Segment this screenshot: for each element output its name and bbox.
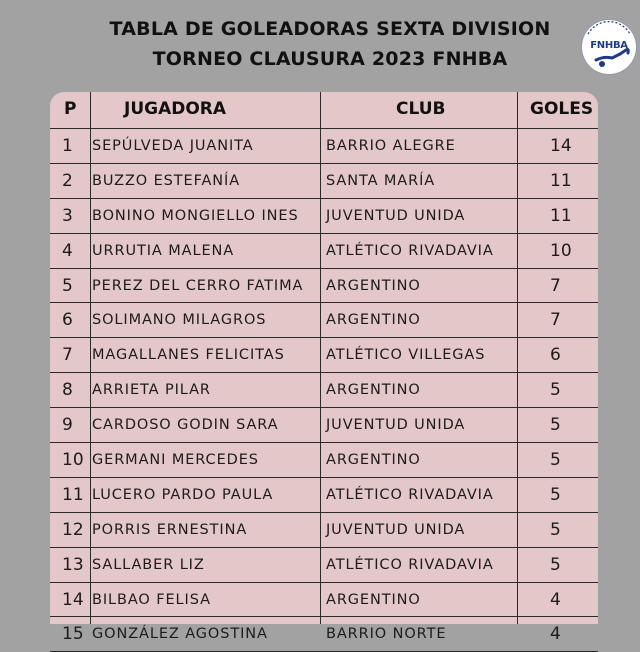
row-position: 6: [62, 310, 73, 331]
table-row: [50, 373, 598, 408]
row-club: BARRIO NORTE: [326, 626, 447, 643]
row-position: 15: [62, 624, 84, 645]
table-row: [50, 234, 598, 269]
row-goals: 11: [550, 170, 572, 191]
table-row: [50, 128, 598, 164]
row-club: ARGENTINO: [326, 452, 421, 469]
row-club: SANTA MARÍA: [326, 172, 436, 189]
row-position: 1: [62, 136, 73, 156]
row-club: ATLÉTICO VILLEGAS: [326, 347, 486, 364]
row-goals: 10: [550, 240, 572, 261]
row-player: CARDOSO GODIN SARA: [92, 417, 279, 434]
table-row: [50, 583, 598, 618]
page-title: TABLA DE GOLEADORAS SEXTA DIVISION: [109, 18, 551, 40]
table-row: [50, 408, 598, 443]
row-player: BONINO MONGIELLO INES: [92, 207, 299, 224]
row-position: 4: [62, 240, 73, 261]
row-club: ATLÉTICO RIVADAVIA: [326, 556, 494, 573]
row-player: URRUTIA MALENA: [92, 242, 235, 259]
row-goals: 5: [550, 519, 561, 540]
row-goals: 5: [550, 380, 561, 401]
row-goals: 5: [550, 450, 561, 471]
table-row: [50, 269, 598, 304]
row-club: JUVENTUD UNIDA: [326, 521, 466, 538]
row-player: GERMANI MERCEDES: [92, 452, 259, 469]
row-goals: 7: [550, 275, 561, 296]
row-player: MAGALLANES FELICITAS: [92, 347, 285, 364]
row-player: ARRIETA PILAR: [92, 382, 211, 399]
row-position: 13: [62, 554, 84, 575]
row-player: GONZÁLEZ AGOSTINA: [92, 626, 268, 643]
row-player: PORRIS ERNESTINA: [92, 521, 248, 538]
row-goals: 5: [550, 415, 561, 436]
row-club: ATLÉTICO RIVADAVIA: [326, 486, 494, 503]
row-club: ARGENTINO: [326, 277, 421, 294]
logo-text: FNHBA: [590, 40, 628, 51]
row-goals: 5: [550, 554, 561, 575]
row-club: ATLÉTICO RIVADAVIA: [326, 242, 494, 259]
row-player: SOLIMANO MILAGROS: [92, 312, 267, 329]
row-position: 7: [62, 345, 73, 366]
row-club: JUVENTUD UNIDA: [326, 207, 466, 224]
table-row: [50, 617, 598, 652]
header-goals: GOLES: [530, 99, 594, 119]
row-position: 3: [62, 205, 73, 226]
row-player: SALLABER LIZ: [92, 556, 205, 573]
row-club: JUVENTUD UNIDA: [326, 417, 466, 434]
row-position: 12: [62, 519, 84, 540]
row-goals: 11: [550, 205, 572, 226]
row-player: LUCERO PARDO PAULA: [92, 486, 274, 503]
table-row: [50, 513, 598, 548]
row-goals: 5: [550, 484, 561, 505]
row-player: PEREZ DEL CERRO FATIMA: [92, 277, 304, 294]
row-club: ARGENTINO: [326, 591, 421, 608]
header-club: CLUB: [396, 99, 446, 119]
row-club: BARRIO ALEGRE: [326, 138, 456, 154]
row-player: BUZZO ESTEFANÍA: [92, 172, 241, 189]
table-row: [50, 443, 598, 478]
row-goals: 4: [550, 624, 561, 645]
row-position: 14: [62, 589, 84, 610]
row-position: 5: [62, 275, 73, 296]
fnhba-logo: [582, 20, 636, 74]
table-body: [50, 128, 598, 652]
row-position: 9: [62, 415, 73, 436]
row-club: ARGENTINO: [326, 312, 421, 329]
table-row: [50, 303, 598, 338]
row-position: 10: [62, 450, 84, 471]
row-position: 11: [62, 484, 84, 505]
page-subtitle: TORNEO CLAUSURA 2023 FNHBA: [152, 48, 508, 70]
row-position: 2: [62, 170, 73, 191]
row-goals: 14: [550, 136, 572, 156]
header-pos: P: [64, 99, 77, 119]
scorers-table: [50, 92, 598, 645]
row-goals: 4: [550, 589, 561, 610]
row-player: SEPÚLVEDA JUANITA: [92, 138, 254, 154]
table-row: [50, 199, 598, 234]
table-row: [50, 548, 598, 583]
row-goals: 6: [550, 345, 561, 366]
row-club: ARGENTINO: [326, 382, 421, 399]
row-position: 8: [62, 380, 73, 401]
row-player: BILBAO FELISA: [92, 591, 211, 608]
table-row: [50, 164, 598, 199]
table-row: [50, 338, 598, 373]
header-player: JUGADORA: [124, 99, 227, 119]
table-row: [50, 478, 598, 513]
row-goals: 7: [550, 310, 561, 331]
